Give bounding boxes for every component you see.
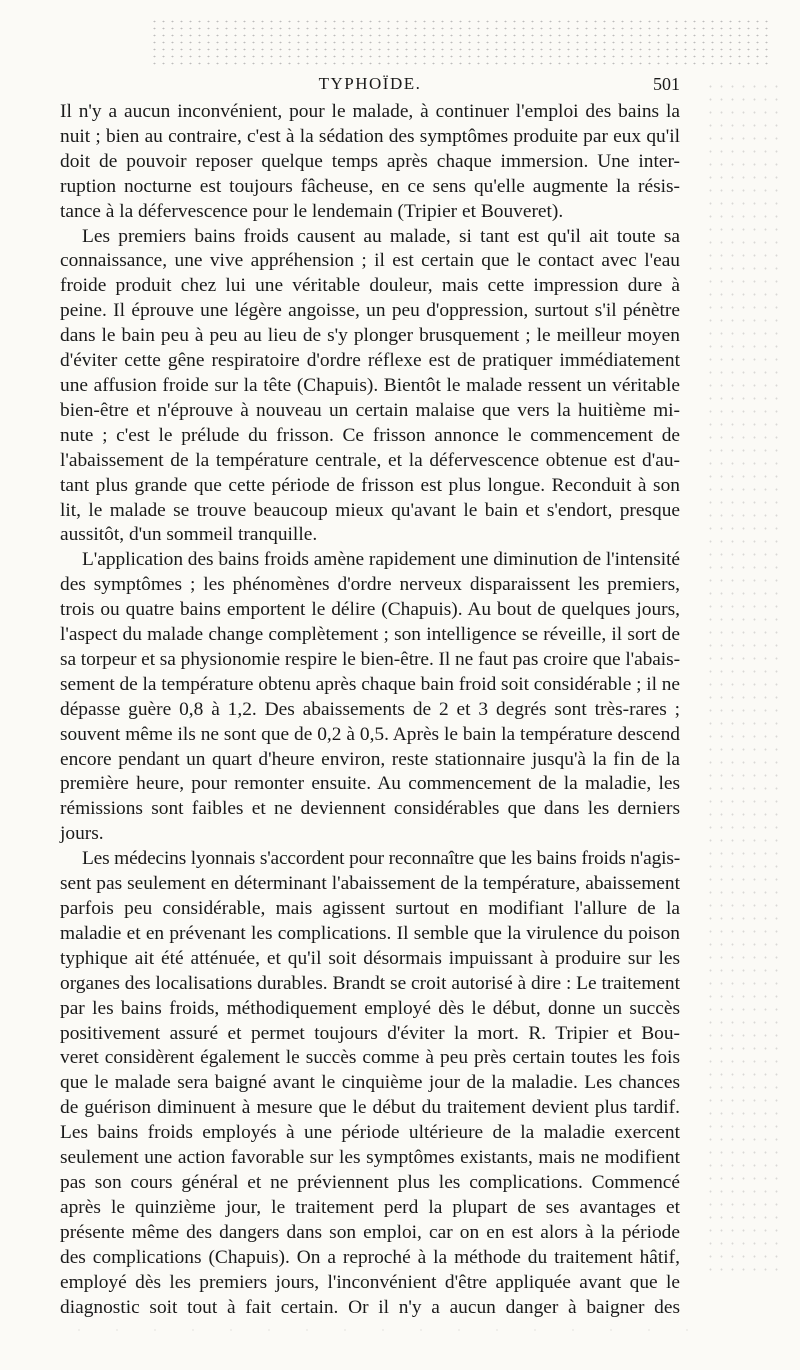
- text-line: aussitôt, d'un sommeil tranquille.: [60, 524, 318, 546]
- text-line: nuit ; bien au contraire, c'est à la sédation des symptômes produite par eux qu'il: [60, 125, 680, 147]
- text-line: de guérison diminuent à mesure que le début du traitement devient plus tardif.: [60, 1097, 680, 1119]
- text-line: froide produit chez lui une véritable douleur, mais cette impression dure à: [60, 275, 680, 297]
- text-line: positivement assuré et permet toujours d'éviter la mort. R. Tripier et Bou-: [60, 1022, 680, 1044]
- text-line: Les bains froids employés à une période ultérieure de la maladie exercent: [60, 1122, 680, 1144]
- text-line: pas son cours général et ne préviennent plus les complications. Commencé: [60, 1171, 680, 1193]
- text-line: des symptômes ; les phénomènes d'ordre nerveux disparaissent les premiers,: [60, 574, 680, 596]
- text-line: employé dès les premiers jours, l'inconvénient d'être appliquée avant que le: [60, 1271, 680, 1293]
- text-line: rémissions sont faibles et ne deviennent considérables que dans les derniers: [60, 798, 680, 820]
- text-line: connaissance, une vive appréhension ; il est certain que le contact avec l'eau: [60, 250, 680, 272]
- text-line: d'éviter cette gêne respiratoire d'ordre réflexe est de pratiquer immédiatement: [60, 350, 680, 372]
- body-text: [60, 100, 680, 1320]
- text-line: sement de la température obtenu après chaque bain froid soit considérable ; il ne: [60, 673, 680, 695]
- text-line: l'aspect du malade change complètement ; son intelligence se réveille, il sort de: [60, 624, 680, 646]
- text-line: par les bains froids, méthodiquement employé dès le début, donne un succès: [60, 997, 680, 1019]
- text-line: dépasse guère 0,8 à 1,2. Des abaissements de 2 et 3 degrés sont très-rares ;: [60, 698, 680, 720]
- text-line: organes des localisations durables. Brandt se croit autorisé à dire : Le traitement: [60, 972, 680, 994]
- text-line: doit de pouvoir reposer quelque temps après chaque immersion. Une inter-: [60, 150, 680, 172]
- text-line: lit, le malade se trouve beaucoup mieux qu'avant le bain et s'endort, presque: [60, 499, 680, 521]
- text-line: Les premiers bains froids causent au malade, si tant est qu'il ait toute sa: [82, 225, 680, 247]
- text-line: sa torpeur et sa physionomie respire le bien-être. Il ne faut pas croire que l'abais-: [60, 648, 680, 670]
- text-line: encore pendant un quart d'heure environ, reste stationnaire jusqu'à la fin de la: [60, 748, 680, 770]
- text-line: veret considèrent également le succès comme à peu près certain toutes les fois: [60, 1047, 680, 1069]
- text-line: diagnostic soit tout à fait certain. Or il n'y a aucun danger à baigner des: [60, 1296, 680, 1318]
- text-line: nute ; c'est le prélude du frisson. Ce frisson annonce le commencement de: [60, 424, 680, 446]
- text-line: présente même des dangers dans son emploi, car on en est alors à la période: [60, 1221, 680, 1243]
- text-line: maladie et en prévenant les complications. Il semble que la virulence du poison: [60, 922, 680, 944]
- text-line: première heure, pour remonter ensuite. Au commencement de la maladie, les: [60, 773, 680, 795]
- page-number: 501: [653, 74, 680, 94]
- text-line: jours.: [60, 823, 104, 845]
- text-line: Les médecins lyonnais s'accordent pour reconnaître que les bains froids n'agis-: [82, 848, 680, 870]
- text-line: typhique ait été atténuée, et qu'il soit désormais impuissant à produire sur les: [60, 947, 680, 969]
- text-line: dans le bain peu à peu au lieu de s'y plonger brusquement ; le meilleur moyen: [60, 325, 680, 347]
- text-line: une affusion froide sur la tête (Chapuis). Bientôt le malade ressent un véritable: [60, 374, 680, 396]
- text-line: peine. Il éprouve une légère angoisse, un peu d'oppression, surtout s'il pénètre: [60, 300, 680, 322]
- scan-speckle-right: [705, 80, 780, 1280]
- text-line: seulement une action favorable sur les symptômes existants, mais ne modifient: [60, 1147, 680, 1169]
- text-line: tant plus grande que cette période de frisson est plus longue. Reconduit à son: [60, 474, 680, 496]
- scan-speckle-bottom: [60, 1325, 700, 1335]
- text-line: que le malade sera baigné avant le cinquième jour de la maladie. Les chances: [60, 1072, 680, 1094]
- text-line: ruption nocturne est toujours fâcheuse, en ce sens qu'elle augmente la résis-: [60, 175, 680, 197]
- text-line: des complications (Chapuis). On a reproché à la méthode du traitement hâtif,: [60, 1246, 680, 1268]
- text-line: sent pas seulement en déterminant l'abaissement de la température, abaissement: [60, 873, 680, 895]
- text-line: Il n'y a aucun inconvénient, pour le malade, à continuer l'emploi des bains la: [60, 101, 680, 122]
- page-header: [60, 74, 680, 100]
- text-line: trois ou quatre bains emportent le délire (Chapuis). Au bout de quelques jours,: [60, 599, 680, 621]
- text-line: bien-être et n'éprouve à nouveau un certain malaise que vers la huitième mi-: [60, 399, 680, 421]
- running-title: TYPHOÏDE.: [318, 74, 422, 93]
- text-line: après le quinzième jour, le traitement perd la plupart de ses avantages et: [60, 1196, 680, 1218]
- text-line: souvent même ils ne sont que de 0,2 à 0,5. Après le bain la température descend: [60, 723, 680, 745]
- text-line: L'application des bains froids amène rapidement une diminution de l'intensité: [82, 549, 680, 571]
- text-line: parfois peu considérable, mais agissent surtout en modifiant l'allure de la: [60, 898, 680, 919]
- text-line: l'abaissement de la température centrale, et la défervescence obtenue est d'au-: [60, 449, 680, 471]
- text-line: tance à la défervescence pour le lendemain (Tripier et Bouveret).: [60, 200, 564, 222]
- scan-speckle-top: [150, 18, 770, 66]
